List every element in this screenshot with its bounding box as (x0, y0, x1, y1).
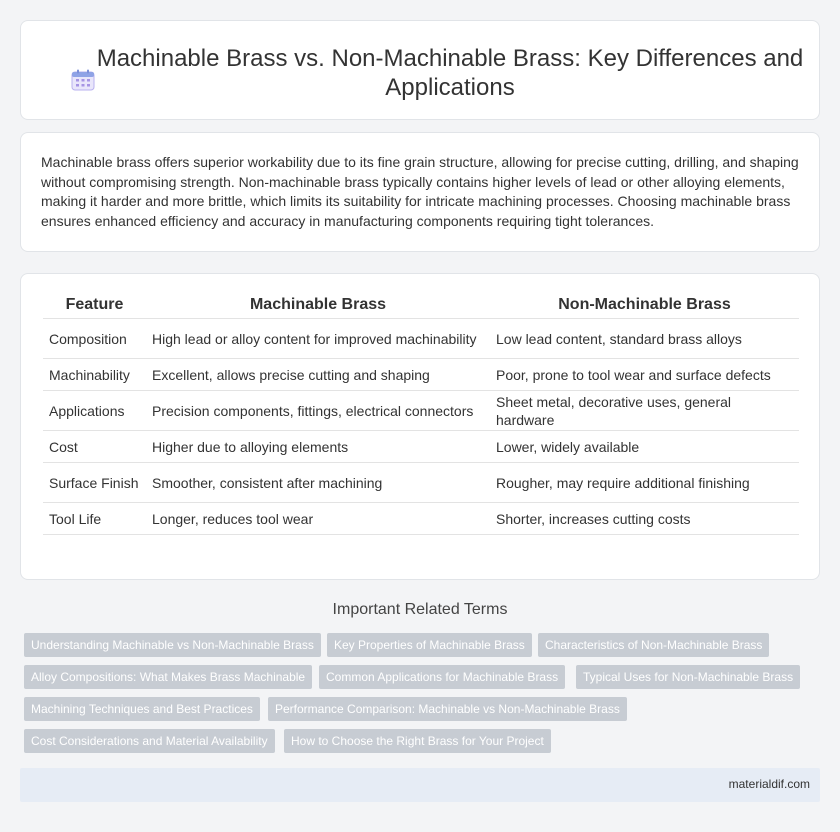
table-cell: Surface Finish (43, 463, 146, 503)
table-row (43, 431, 799, 463)
table-cell: Sheet metal, decorative uses, general hardware (490, 391, 799, 431)
header-card (20, 20, 820, 120)
comparison-table (43, 291, 799, 535)
related-term-tag[interactable]: Understanding Machinable vs Non-Machinable Brass (24, 633, 321, 657)
related-term-tag[interactable]: Alloy Compositions: What Makes Brass Machinable (24, 665, 312, 689)
table-row (43, 359, 799, 391)
related-term-tag[interactable]: Key Properties of Machinable Brass (327, 633, 532, 657)
table-row (43, 319, 799, 359)
table-cell: Smoother, consistent after machining (146, 463, 490, 503)
related-terms-heading: Important Related Terms (332, 601, 508, 618)
table-row (43, 463, 799, 503)
related-term-tag[interactable]: Common Applications for Machinable Brass (319, 665, 565, 689)
table-cell: Cost (43, 431, 146, 463)
table-cell: Higher due to alloying elements (146, 431, 490, 463)
related-term-tag[interactable]: Characteristics of Non-Machinable Brass (538, 633, 769, 657)
table-cell: Poor, prone to tool wear and surface defects (490, 359, 799, 391)
table-cell: Lower, widely available (490, 431, 799, 463)
table-cell: Longer, reduces tool wear (146, 503, 490, 535)
related-term-tag[interactable]: Typical Uses for Non-Machinable Brass (576, 665, 800, 689)
table-cell: Low lead content, standard brass alloys (490, 319, 799, 359)
table-cell: Tool Life (43, 503, 146, 535)
column-header-machinable: Machinable Brass (146, 291, 490, 319)
table-cell: Excellent, allows precise cutting and shaping (146, 359, 490, 391)
related-term-tag[interactable]: How to Choose the Right Brass for Your Project (284, 729, 551, 753)
table-cell: Composition (43, 319, 146, 359)
intro-card (20, 132, 820, 252)
table-row (43, 503, 799, 535)
column-header-non-machinable: Non-Machinable Brass (490, 291, 799, 319)
intro-paragraph: Machinable brass offers superior workability due to its fine grain structure, allowing for precise cutting, drilling, and shaping without compromising strength. Non-machinable brass typically contains higher levels of lead or other alloying elements, making it harder and more brittle, which limits its suitability for intricate machining processes. Choosing machinable brass ensures enhanced efficiency and accuracy in manufacturing components requiring tight tolerances. (41, 154, 799, 229)
page-title: Machinable Brass vs. Non-Machinable Brass: Key Differences and Applications (96, 45, 804, 101)
footer-site-link[interactable]: materialdif.com (728, 777, 810, 791)
table-cell: Shorter, increases cutting costs (490, 503, 799, 535)
table-cell: High lead or alloy content for improved machinability (146, 319, 490, 359)
comparison-card (20, 273, 820, 580)
table-row (43, 391, 799, 431)
table-header-row (43, 291, 799, 319)
table-cell: Machinability (43, 359, 146, 391)
table-cell: Applications (43, 391, 146, 431)
related-term-tag[interactable]: Performance Comparison: Machinable vs Non-Machinable Brass (268, 697, 627, 721)
related-term-tag[interactable]: Cost Considerations and Material Availability (24, 729, 275, 753)
related-term-tag[interactable]: Machining Techniques and Best Practices (24, 697, 260, 721)
table-cell: Precision components, fittings, electrical connectors (146, 391, 490, 431)
footer-bar (20, 768, 820, 802)
table-cell: Rougher, may require additional finishing (490, 463, 799, 503)
column-header-feature: Feature (43, 291, 146, 319)
